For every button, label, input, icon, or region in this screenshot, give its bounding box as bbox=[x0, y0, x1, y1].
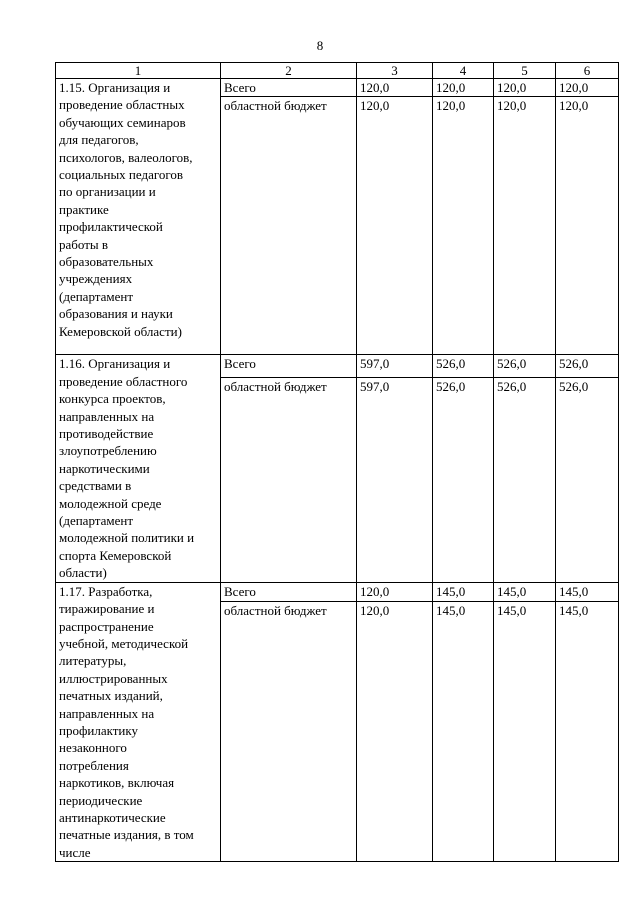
funding-value: 120,0 bbox=[556, 97, 619, 355]
column-number-header: 1 bbox=[56, 63, 221, 79]
funding-value: 120,0 bbox=[433, 97, 494, 355]
funding-value: 597,0 bbox=[357, 355, 433, 377]
funding-value: 526,0 bbox=[556, 355, 619, 377]
page-number: 8 bbox=[316, 38, 324, 53]
funding-source-label: областной бюджет bbox=[221, 377, 357, 582]
column-number-header: 3 bbox=[357, 63, 433, 79]
funding-value: 120,0 bbox=[556, 79, 619, 97]
activity-description: 1.16. Организация и проведение областного конкурса проектов, направленных на противодействие злоупотреблению наркотическими средствами в молодежной среде (департамент молодежной политики и спорта Кемеровской области) bbox=[56, 355, 221, 582]
funding-value: 120,0 bbox=[357, 97, 433, 355]
funding-source-label: областной бюджет bbox=[221, 602, 357, 862]
funding-source-label: Всего bbox=[221, 79, 357, 97]
column-number-header: 6 bbox=[556, 63, 619, 79]
table-header-row bbox=[56, 63, 619, 79]
funding-value: 145,0 bbox=[494, 582, 556, 602]
column-number-header: 5 bbox=[494, 63, 556, 79]
table-row bbox=[56, 355, 619, 377]
activity-description: 1.17. Разработка, тиражирование и распространение учебной, методической литературы, иллюстрированных печатных изданий, направленных на профилактику незаконного потребления наркотиков, включая периодические антинаркотические печатные издания, в том числе bbox=[56, 582, 221, 862]
table-row bbox=[56, 582, 619, 602]
activity-description: 1.15. Организация и проведение областных обучающих семинаров для педагогов, психологов, валеологов, социальных педагогов по организации и практике профилактической работы в образовательных учреждениях (департамент образования и науки Кемеровской области) bbox=[56, 79, 221, 355]
funding-value: 120,0 bbox=[433, 79, 494, 97]
funding-value: 120,0 bbox=[357, 602, 433, 862]
program-funding-table bbox=[55, 62, 619, 862]
column-number-header: 4 bbox=[433, 63, 494, 79]
funding-value: 145,0 bbox=[556, 582, 619, 602]
funding-value: 526,0 bbox=[433, 355, 494, 377]
funding-value: 526,0 bbox=[556, 377, 619, 582]
funding-source-label: Всего bbox=[221, 355, 357, 377]
funding-value: 145,0 bbox=[556, 602, 619, 862]
funding-source-label: Всего bbox=[221, 582, 357, 602]
funding-value: 597,0 bbox=[357, 377, 433, 582]
funding-value: 526,0 bbox=[494, 355, 556, 377]
table-row bbox=[56, 79, 619, 97]
funding-source-label: областной бюджет bbox=[221, 97, 357, 355]
funding-value: 145,0 bbox=[433, 602, 494, 862]
funding-value: 120,0 bbox=[357, 79, 433, 97]
funding-value: 120,0 bbox=[494, 79, 556, 97]
funding-value: 526,0 bbox=[433, 377, 494, 582]
funding-value: 120,0 bbox=[494, 97, 556, 355]
funding-value: 145,0 bbox=[494, 602, 556, 862]
funding-value: 145,0 bbox=[433, 582, 494, 602]
column-number-header: 2 bbox=[221, 63, 357, 79]
funding-value: 120,0 bbox=[357, 582, 433, 602]
funding-value: 526,0 bbox=[494, 377, 556, 582]
